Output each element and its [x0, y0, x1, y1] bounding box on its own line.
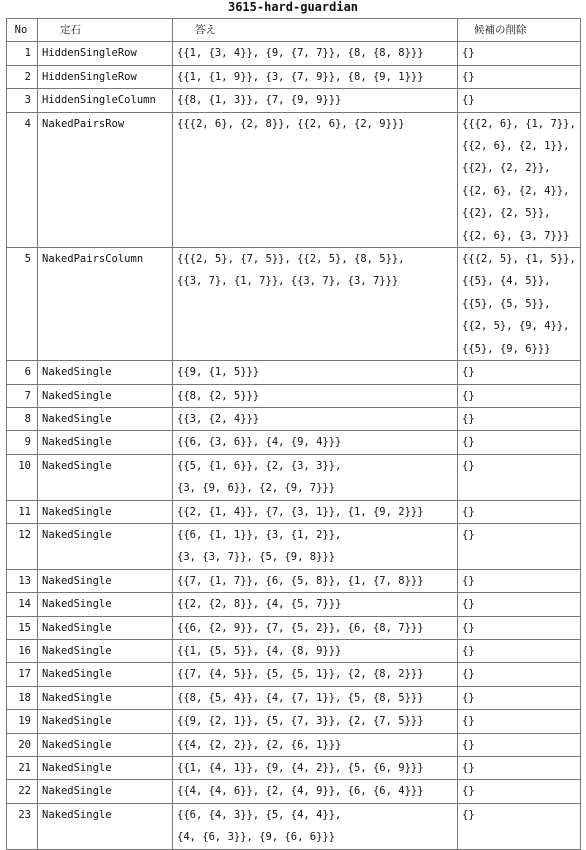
row-no: 19 — [7, 710, 38, 733]
table-row — [7, 523, 581, 569]
table-row — [7, 89, 581, 112]
row-no: 1 — [7, 42, 38, 65]
row-answer: {{4, {4, 6}}, {2, {4, 9}}, {6, {6, 4}}} — [173, 780, 458, 803]
row-answer: {{7, {1, 7}}, {6, {5, 8}}, {1, {7, 8}}} — [173, 569, 458, 592]
row-no: 20 — [7, 733, 38, 756]
header-answer: 答え — [173, 19, 458, 42]
row-removal: {{{2, 6}, {1, 7}}, {{2, 6}, {2, 1}}, {{2}, {2, 2}}, {{2, 6}, {2, 4}}, {{2}, {2, 5}}, {{2, 6}, {3, 7}}} — [458, 112, 581, 247]
row-no: 17 — [7, 663, 38, 686]
row-no: 5 — [7, 248, 38, 361]
row-technique: HiddenSingleColumn — [38, 89, 173, 112]
table-row — [7, 500, 581, 523]
row-no: 6 — [7, 361, 38, 384]
row-removal: {} — [458, 454, 581, 500]
table-row — [7, 803, 581, 849]
row-answer: {{8, {2, 5}}} — [173, 384, 458, 407]
table-row — [7, 112, 581, 247]
row-removal: {} — [458, 639, 581, 662]
row-no: 8 — [7, 407, 38, 430]
row-no: 11 — [7, 500, 38, 523]
table-row — [7, 361, 581, 384]
row-removal: {} — [458, 407, 581, 430]
row-no: 22 — [7, 780, 38, 803]
row-answer: {{2, {2, 8}}, {4, {5, 7}}} — [173, 593, 458, 616]
table-row — [7, 407, 581, 430]
row-answer: {{6, {1, 1}}, {3, {1, 2}}, {3, {3, 7}}, {5, {9, 8}}} — [173, 523, 458, 569]
row-removal: {} — [458, 500, 581, 523]
row-answer: {{9, {2, 1}}, {5, {7, 3}}, {2, {7, 5}}} — [173, 710, 458, 733]
table-row — [7, 639, 581, 662]
row-removal: {} — [458, 803, 581, 849]
row-technique: NakedSingle — [38, 454, 173, 500]
header-no: No — [7, 19, 38, 42]
row-answer: {{8, {5, 4}}, {4, {7, 1}}, {5, {8, 5}}} — [173, 686, 458, 709]
row-removal: {} — [458, 65, 581, 88]
row-removal: {} — [458, 42, 581, 65]
solution-table — [6, 18, 581, 850]
row-technique: NakedSingle — [38, 710, 173, 733]
row-no: 3 — [7, 89, 38, 112]
row-technique: HiddenSingleRow — [38, 65, 173, 88]
table-row — [7, 733, 581, 756]
row-technique: NakedSingle — [38, 639, 173, 662]
row-technique: NakedSingle — [38, 384, 173, 407]
page-title: 3615-hard-guardian — [227, 0, 359, 14]
row-answer: {{8, {1, 3}}, {7, {9, 9}}} — [173, 89, 458, 112]
table-row — [7, 569, 581, 592]
table-row — [7, 431, 581, 454]
row-answer: {{1, {5, 5}}, {4, {8, 9}}} — [173, 639, 458, 662]
row-removal: {} — [458, 569, 581, 592]
row-no: 10 — [7, 454, 38, 500]
row-removal: {} — [458, 710, 581, 733]
row-technique: NakedPairsRow — [38, 112, 173, 247]
row-answer: {{1, {1, 9}}, {3, {7, 9}}, {8, {9, 1}}} — [173, 65, 458, 88]
row-answer: {{1, {4, 1}}, {9, {4, 2}}, {5, {6, 9}}} — [173, 757, 458, 780]
row-technique: NakedSingle — [38, 593, 173, 616]
row-answer: {{{2, 5}, {7, 5}}, {{2, 5}, {8, 5}}, {{3, 7}, {1, 7}}, {{3, 7}, {3, 7}}} — [173, 248, 458, 361]
row-no: 13 — [7, 569, 38, 592]
header-row — [7, 19, 581, 42]
row-technique: NakedSingle — [38, 407, 173, 430]
row-no: 18 — [7, 686, 38, 709]
row-answer: {{4, {2, 2}}, {2, {6, 1}}} — [173, 733, 458, 756]
row-no: 23 — [7, 803, 38, 849]
row-answer: {{9, {1, 5}}} — [173, 361, 458, 384]
row-answer: {{3, {2, 4}}} — [173, 407, 458, 430]
table-row — [7, 454, 581, 500]
table-row — [7, 686, 581, 709]
row-no: 16 — [7, 639, 38, 662]
row-technique: NakedSingle — [38, 663, 173, 686]
row-removal: {} — [458, 431, 581, 454]
row-technique: NakedSingle — [38, 733, 173, 756]
row-removal: {} — [458, 361, 581, 384]
row-no: 9 — [7, 431, 38, 454]
row-removal: {} — [458, 686, 581, 709]
row-technique: NakedSingle — [38, 686, 173, 709]
table-row — [7, 663, 581, 686]
header-removal: 候補の削除 — [458, 19, 581, 42]
table-row — [7, 384, 581, 407]
table-row — [7, 42, 581, 65]
row-no: 4 — [7, 112, 38, 247]
row-no: 2 — [7, 65, 38, 88]
table-row — [7, 248, 581, 361]
row-removal: {} — [458, 384, 581, 407]
row-removal: {} — [458, 663, 581, 686]
table-row — [7, 710, 581, 733]
row-technique: NakedSingle — [38, 431, 173, 454]
row-answer: {{6, {4, 3}}, {5, {4, 4}}, {4, {6, 3}}, {9, {6, 6}}} — [173, 803, 458, 849]
row-no: 21 — [7, 757, 38, 780]
row-answer: {{2, {1, 4}}, {7, {3, 1}}, {1, {9, 2}}} — [173, 500, 458, 523]
row-answer: {{6, {3, 6}}, {4, {9, 4}}} — [173, 431, 458, 454]
table-row — [7, 757, 581, 780]
table-row — [7, 593, 581, 616]
row-removal: {{{2, 5}, {1, 5}}, {{5}, {4, 5}}, {{5}, {5, 5}}, {{2, 5}, {9, 4}}, {{5}, {9, 6}}} — [458, 248, 581, 361]
row-technique: NakedSingle — [38, 500, 173, 523]
row-no: 7 — [7, 384, 38, 407]
row-answer: {{7, {4, 5}}, {5, {5, 1}}, {2, {8, 2}}} — [173, 663, 458, 686]
row-technique: NakedSingle — [38, 361, 173, 384]
row-removal: {} — [458, 780, 581, 803]
row-technique: NakedSingle — [38, 780, 173, 803]
row-no: 14 — [7, 593, 38, 616]
row-answer: {{1, {3, 4}}, {9, {7, 7}}, {8, {8, 8}}} — [173, 42, 458, 65]
row-no: 12 — [7, 523, 38, 569]
row-technique: NakedSingle — [38, 523, 173, 569]
row-removal: {} — [458, 616, 581, 639]
row-removal: {} — [458, 733, 581, 756]
row-technique: NakedPairsColumn — [38, 248, 173, 361]
row-removal: {} — [458, 89, 581, 112]
header-technique: 定石 — [38, 19, 173, 42]
row-answer: {{6, {2, 9}}, {7, {5, 2}}, {6, {8, 7}}} — [173, 616, 458, 639]
row-no: 15 — [7, 616, 38, 639]
row-technique: NakedSingle — [38, 569, 173, 592]
row-technique: HiddenSingleRow — [38, 42, 173, 65]
table-row — [7, 616, 581, 639]
row-technique: NakedSingle — [38, 757, 173, 780]
row-technique: NakedSingle — [38, 803, 173, 849]
table-row — [7, 65, 581, 88]
row-removal: {} — [458, 757, 581, 780]
row-answer: {{{2, 6}, {2, 8}}, {{2, 6}, {2, 9}}} — [173, 112, 458, 247]
row-answer: {{5, {1, 6}}, {2, {3, 3}}, {3, {9, 6}}, {2, {9, 7}}} — [173, 454, 458, 500]
row-removal: {} — [458, 593, 581, 616]
row-technique: NakedSingle — [38, 616, 173, 639]
row-removal: {} — [458, 523, 581, 569]
